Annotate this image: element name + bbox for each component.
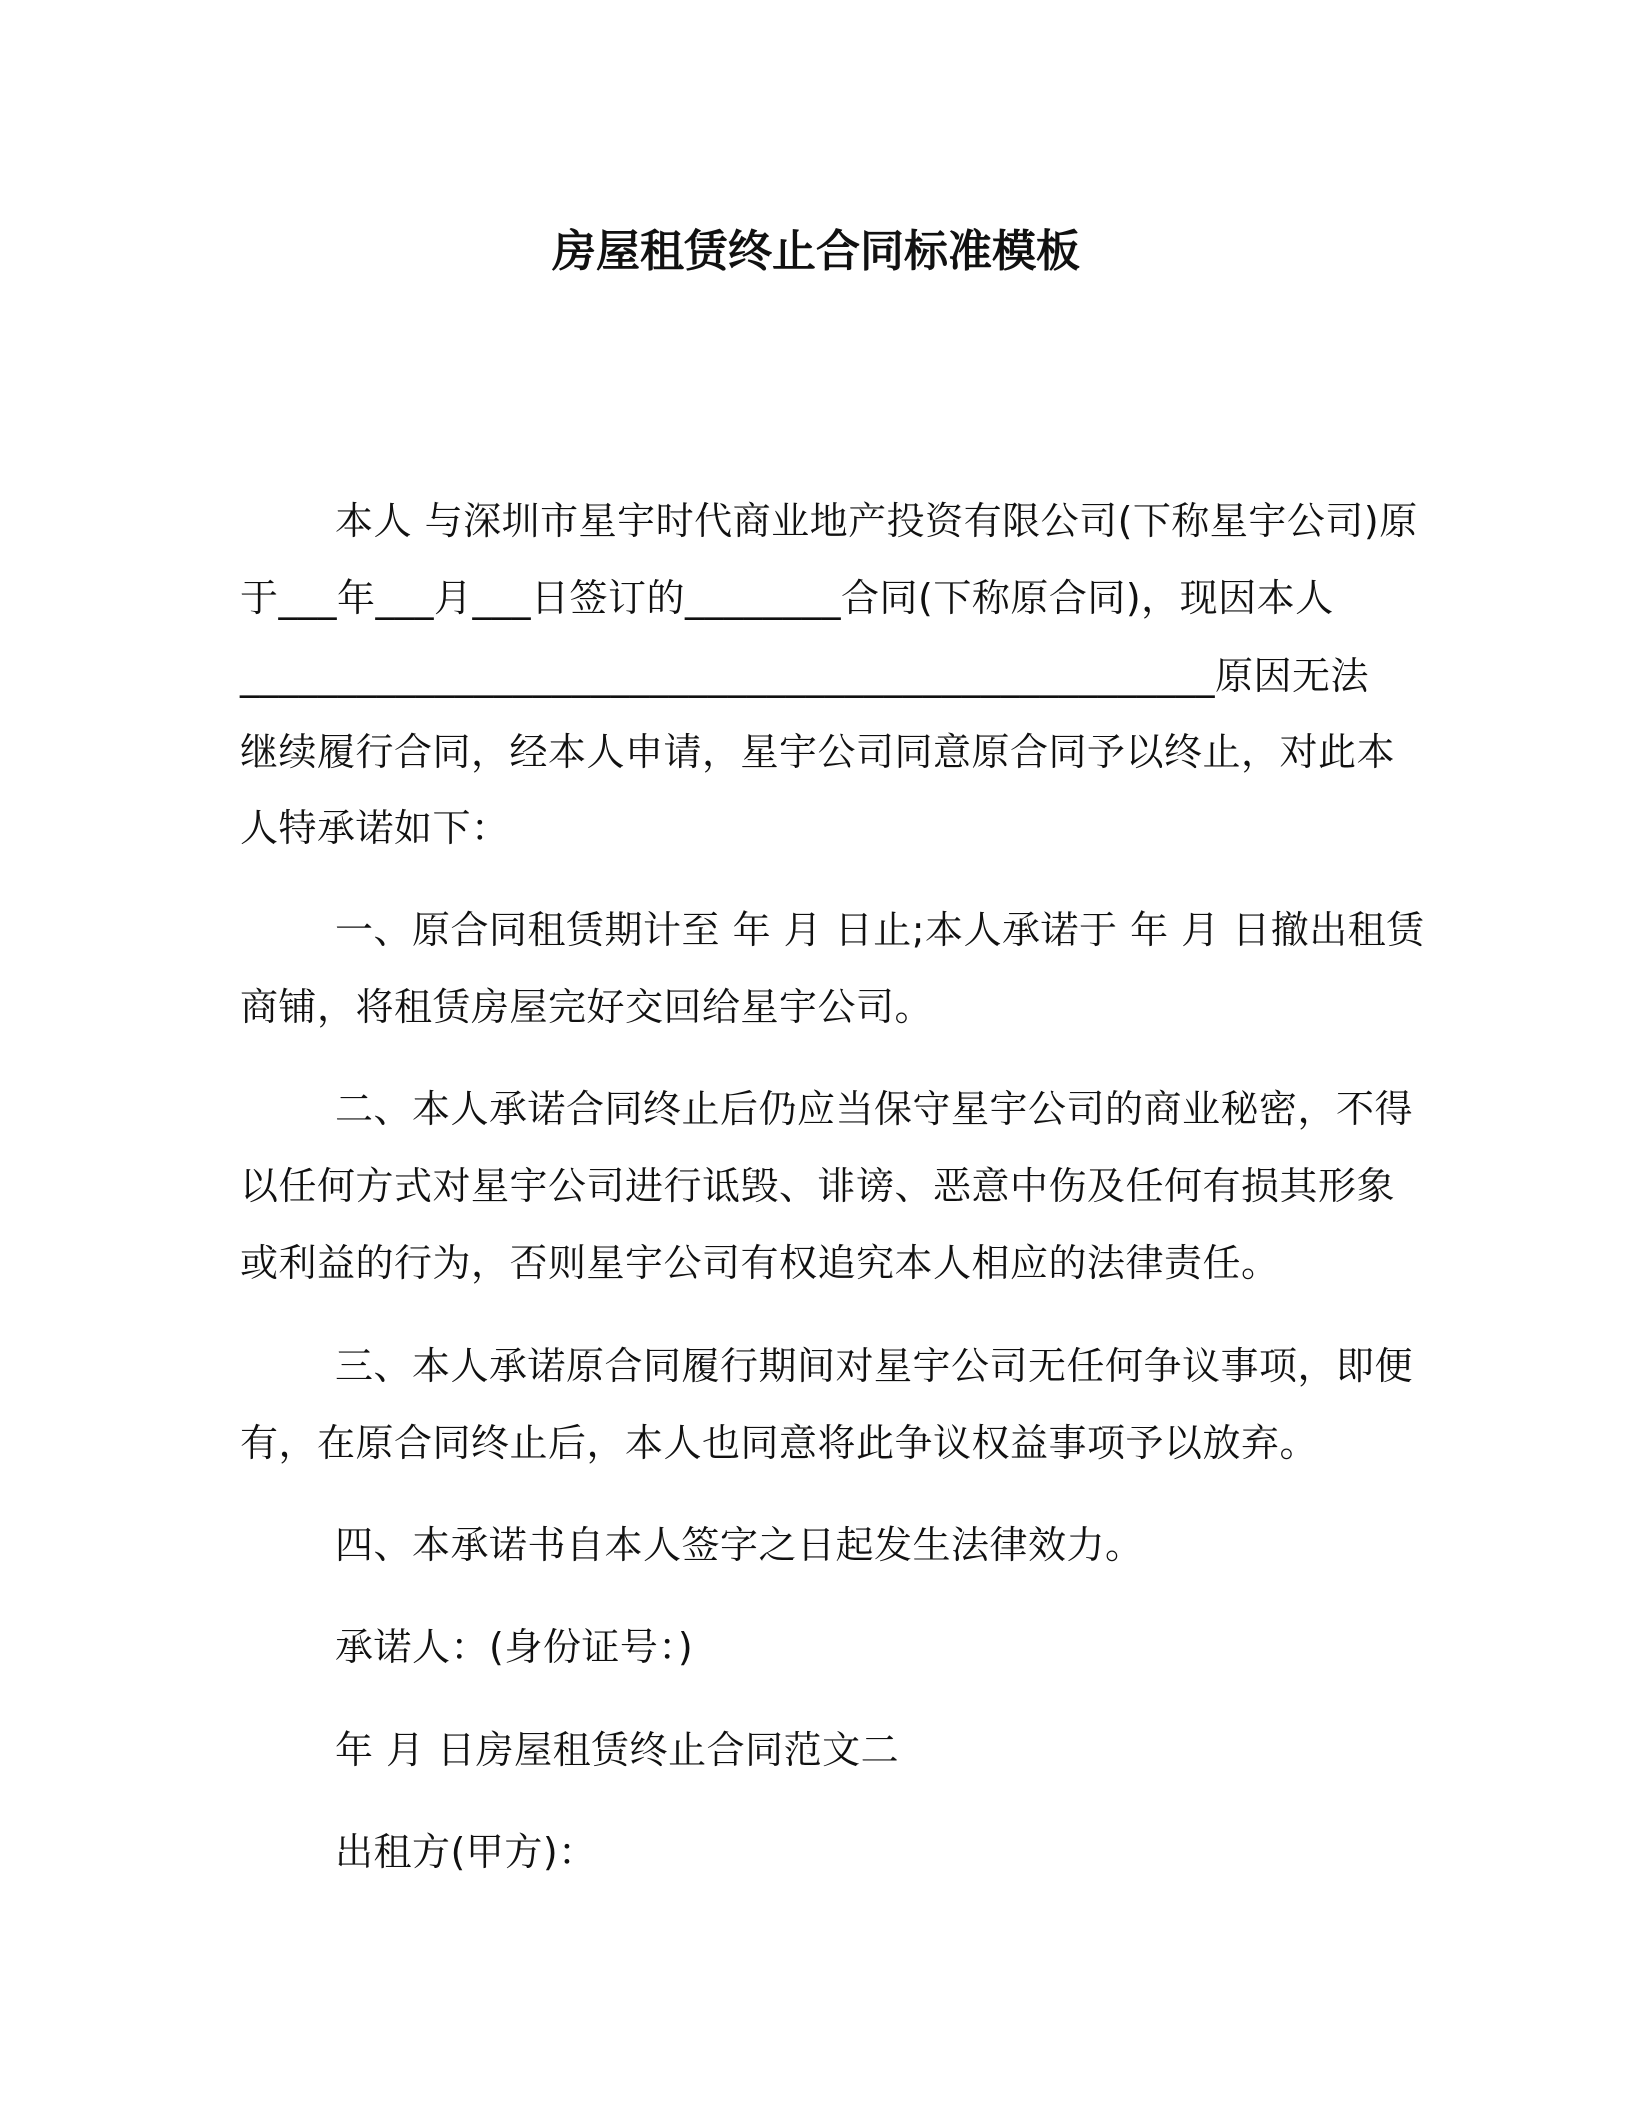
clause-2-line-3: 或利益的行为，否则星宇公司有权追究本人相应的法律责任。 [240, 1241, 1280, 1285]
clause-2-line-1: 二、本人承诺合同终止后仍应当保守星宇公司的商业秘密，不得 [335, 1087, 1414, 1131]
paragraph-intro-line-5: 人特承诺如下： [240, 806, 510, 850]
date-and-sample-two-heading: 年 月 日房屋租赁终止合同范文二 [335, 1728, 900, 1772]
paragraph-intro-line-2: 于___年___月___日签订的________合同(下称原合同)，现因本人 [240, 576, 1334, 620]
clause-3-line-1: 三、本人承诺原合同履行期间对星宇公司无任何争议事项，即便 [335, 1344, 1414, 1388]
lessor-party-a-line: 出租方(甲方)： [335, 1830, 597, 1874]
paragraph-intro-line-3: __________________________________________________原因无法 [240, 654, 1370, 698]
promisor-line: 承诺人：(身份证号：) [335, 1625, 694, 1669]
clause-4-line: 四、本承诺书自本人签字之日起发生法律效力。 [335, 1523, 1144, 1567]
paragraph-intro-line-1: 本人 与深圳市星宇时代商业地产投资有限公司(下称星宇公司)原 [335, 499, 1418, 543]
clause-1-line-2: 商铺，将租赁房屋完好交回给星宇公司。 [240, 985, 934, 1029]
paragraph-intro-line-4: 继续履行合同，经本人申请，星宇公司同意原合同予以终止，对此本 [240, 730, 1396, 774]
clause-3-line-2: 有，在原合同终止后，本人也同意将此争议权益事项予以放弃。 [240, 1421, 1319, 1465]
clause-1-line-1: 一、原合同租赁期计至 年 月 日止;本人承诺于 年 月 日撤出租赁 [335, 908, 1425, 952]
document-title: 房屋租赁终止合同标准模板 [552, 226, 1080, 277]
clause-2-line-2: 以任何方式对星宇公司进行诋毁、诽谤、恶意中伤及任何有损其形象 [240, 1164, 1396, 1208]
